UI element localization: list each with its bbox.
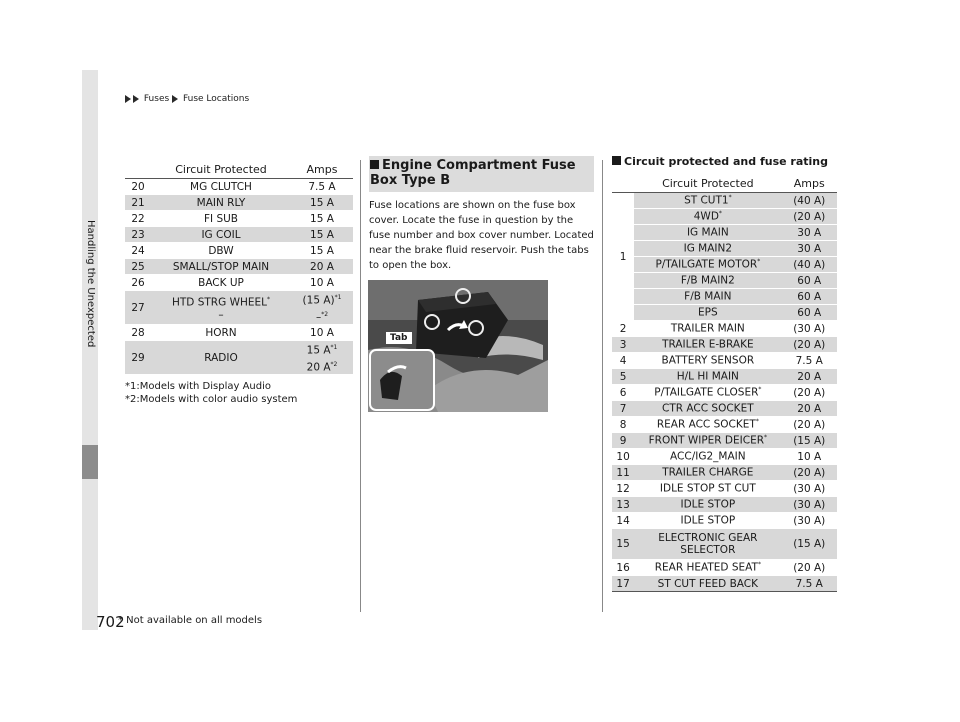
table-row: 26 BACK UP 10 A xyxy=(125,275,353,291)
table-row: 24 DBW 15 A xyxy=(125,243,353,259)
instruction-paragraph: Fuse locations are shown on the fuse box cover. Locate the fuse in question by the fuse number and box cover number. Located near the brake fluid reservoir. Push the tabs to open the box. xyxy=(369,200,594,271)
table-row: 2 TRAILER MAIN (30 A) xyxy=(612,321,837,337)
column-divider xyxy=(602,160,603,612)
table-row: 22 FI SUB 15 A xyxy=(125,211,353,227)
table-row: 16 REAR HEATED SEAT* (20 A) xyxy=(612,560,837,576)
left-fuse-table xyxy=(125,160,353,375)
table-row: 23 IG COIL 15 A xyxy=(125,227,353,243)
table-row: 4WD* (20 A) xyxy=(612,209,837,225)
group1-body xyxy=(612,193,837,321)
table-row: 28 HORN 10 A xyxy=(125,325,353,341)
table-row: 5 H/L HI MAIN 20 A xyxy=(612,369,837,385)
square-bullet-icon xyxy=(612,156,621,165)
page-number: 702 xyxy=(96,613,125,631)
table-row: 11 TRAILER CHARGE (20 A) xyxy=(612,465,837,481)
table-row: 10 ACC/IG2_MAIN 10 A xyxy=(612,449,837,465)
breadcrumb-arrow-icon xyxy=(172,95,178,103)
table-row: 21 MAIN RLY 15 A xyxy=(125,195,353,211)
table-row: 7 CTR ACC SOCKET 20 A xyxy=(612,401,837,417)
section-heading: Engine Compartment Fuse Box Type B xyxy=(370,158,576,188)
table-row: 9 FRONT WIPER DEICER* (15 A) xyxy=(612,433,837,449)
right-table-body xyxy=(612,321,837,529)
table-header-row xyxy=(612,174,837,193)
table-row: 8 REAR ACC SOCKET* (20 A) xyxy=(612,417,837,433)
table-row: P/TAILGATE MOTOR* (40 A) xyxy=(612,257,837,273)
breadcrumb xyxy=(125,94,249,105)
table-row: F/B MAIN2 60 A xyxy=(612,273,837,289)
fuse-box-photo xyxy=(368,280,548,412)
table-row: 12 IDLE STOP ST CUT (30 A) xyxy=(612,481,837,497)
tab-callout-label: Tab xyxy=(390,333,408,343)
table-row: 3 TRAILER E-BRAKE (20 A) xyxy=(612,337,837,353)
table-row: 13 IDLE STOP (30 A) xyxy=(612,497,837,513)
footnote: * Not available on all models xyxy=(118,615,263,626)
column-header-amps: Amps xyxy=(781,174,837,193)
table-header-row xyxy=(125,160,353,179)
table-row: 25 SMALL/STOP MAIN 20 A xyxy=(125,259,353,275)
table-notes: *1:Models with Display Audio *2:Models with color audio system xyxy=(125,381,298,405)
column-header-amps: Amps xyxy=(291,160,353,179)
table-row: EPS 60 A xyxy=(612,305,837,321)
left-table-body xyxy=(125,179,353,291)
table-row: IG MAIN2 30 A xyxy=(612,241,837,257)
breadcrumb-item-fuse-locations[interactable]: Fuse Locations xyxy=(182,94,250,104)
table-row: 1 ST CUT1* (40 A) xyxy=(612,193,837,209)
table-row: IG MAIN 30 A xyxy=(612,225,837,241)
sidebar-section-marker xyxy=(82,445,98,479)
table-row: 15 ELECTRONIC GEAR SELECTOR (15 A) xyxy=(612,529,837,560)
breadcrumb-item-fuses[interactable]: Fuses xyxy=(143,94,170,104)
engine-bay-illustration xyxy=(368,280,548,412)
breadcrumb-arrow-icon xyxy=(125,95,131,103)
rating-table-heading: Circuit protected and fuse rating xyxy=(612,155,828,168)
table-row: 20 MG CLUTCH 7.5 A xyxy=(125,179,353,195)
table-row: 6 P/TAILGATE CLOSER* (20 A) xyxy=(612,385,837,401)
table-row: 29 RADIO 15 $A^{*1}$ 20 $A^{*2}$ xyxy=(125,341,353,375)
table-row: 4 BATTERY SENSOR 7.5 A xyxy=(612,353,837,369)
square-bullet-icon xyxy=(370,160,379,169)
table-row: 17 ST CUT FEED BACK 7.5 A xyxy=(612,576,837,592)
column-header-circuit: Circuit Protected xyxy=(634,174,781,193)
column-divider xyxy=(360,160,361,612)
table-row: 27 HTD STRG WHEEL* – (15 A)$^{*1}$ –$^{*2}$ xyxy=(125,291,353,325)
table-row: F/B MAIN 60 A xyxy=(612,289,837,305)
column-header-circuit: Circuit Protected xyxy=(151,160,291,179)
sidebar-label: Handling the Unexpected xyxy=(85,220,96,348)
breadcrumb-arrow-icon xyxy=(133,95,139,103)
right-fuse-table xyxy=(612,174,837,592)
table-row: 14 IDLE STOP (30 A) xyxy=(612,513,837,529)
